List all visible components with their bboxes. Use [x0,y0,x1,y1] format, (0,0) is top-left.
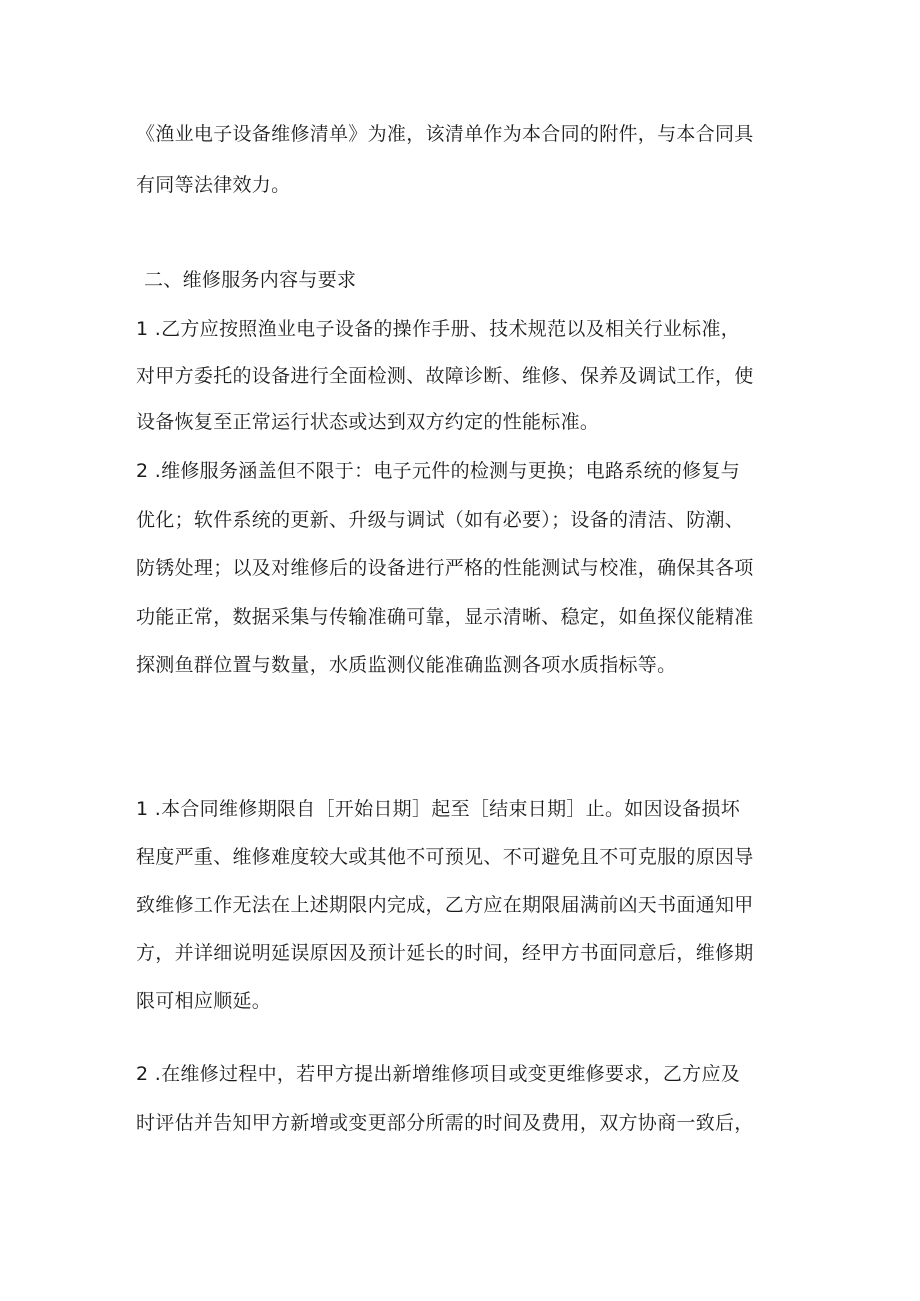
s3-item1-line-5: 限可相应顺延。 [136,990,272,1012]
s2-item2-line-1: 2 .维修服务涵盖但不限于：电子元件的检测与更换；电路系统的修复与 [136,460,741,482]
s3-item1-line-1: 1 .本合同维修期限自［开始日期］起至［结束日期］止。如因设备损坏 [136,798,741,820]
s3-item2-line-2: 时评估并告知甲方新增或变更部分所需的时间及费用，双方协商一致后， [136,1112,754,1134]
s2-item2-line-3: 防锈处理；以及对维修后的设备进行严格的性能测试与校准，确保其各项 [136,557,754,579]
s2-item1-line-2: 对甲方委托的设备进行全面检测、故障诊断、维修、保养及调试工作，使 [136,365,754,387]
s3-item1-line-2: 程度严重、维修难度较大或其他不可预见、不可避免且不可克服的原因导 [136,846,754,868]
intro-line-1: 《渔业电子设备维修清单》为准，该清单作为本合同的附件，与本合同具 [136,123,754,145]
s2-item2-line-5: 探测鱼群位置与数量，水质监测仪能准确监测各项水质指标等。 [136,654,677,676]
s3-item1-line-4: 方，并详细说明延误原因及预计延长的时间，经甲方书面同意后，维修期 [136,942,754,964]
s3-item2-line-1: 2 .在维修过程中，若甲方提出新增维修项目或变更维修要求，乙方应及 [136,1063,741,1085]
s3-item1-line-3: 致维修工作无法在上述期限内完成，乙方应在期限届满前凶天书面通知甲 [136,894,754,916]
s2-item1-line-3: 设备恢复至正常运行状态或达到双方约定的性能标准。 [136,411,600,433]
s2-item2-line-4: 功能正常，数据采集与传输准确可靠，显示清晰、稳定，如鱼探仪能精准 [136,606,754,628]
intro-line-2: 有同等法律效力。 [136,174,291,196]
section-heading: 二、维修服务内容与要求 [144,269,357,291]
s2-item2-line-2: 优化；软件系统的更新、升级与调试（如有必要）；设备的清洁、防潮、 [136,509,745,531]
s2-item1-line-1: 1 .乙方应按照渔业电子设备的操作手册、技术规范以及相关行业标准， [136,318,741,340]
